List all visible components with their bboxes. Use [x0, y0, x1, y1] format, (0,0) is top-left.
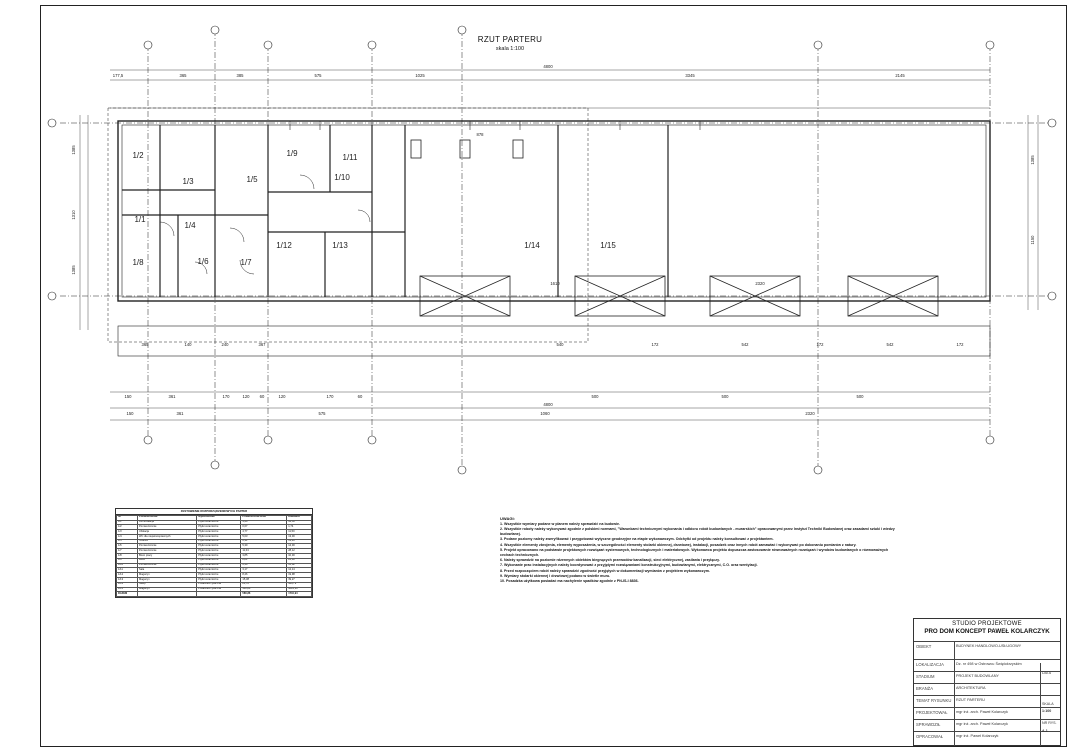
table-cell: 14,50: [287, 520, 312, 525]
room-schedule-table: [115, 508, 313, 598]
title-block-row: [914, 659, 1060, 667]
room-label-1-3: 1/3: [182, 177, 194, 186]
table-cell: Płytki ceramiczne: [197, 568, 241, 573]
bottom-dimension-row2: 150: [124, 394, 132, 399]
table-cell: Posadzka żywiczna: [197, 582, 241, 587]
table-cell: 1/13: [117, 577, 138, 582]
bottom-dimension-row3: 2320: [805, 411, 815, 416]
table-cell: 13,40: [287, 539, 312, 544]
inner-dimension: 1610: [550, 281, 560, 286]
table-cell: Sala: [138, 568, 197, 573]
date-label: DATA: [1042, 671, 1052, 675]
title-block-value: PROJEKT BUDOWLANY: [956, 674, 999, 678]
note-item: 3. Podane poziomy należy zweryfikować i przygotować wytyczne geodezyjne na etapie wykonawczym. Odchyłki od projektu należy konsultować z projektantem.: [500, 537, 774, 542]
table-cell: Pomieszczenie: [138, 549, 197, 554]
title-block-value: RZUT PARTERU: [956, 698, 985, 702]
table-cell: 15,38: [241, 577, 287, 582]
table-cell: Magazyn: [138, 587, 197, 592]
table-cell: 3,17: [241, 568, 287, 573]
bottom-dimension-row2: 120: [242, 394, 250, 399]
table-cell: 0,67: [241, 525, 287, 530]
table-cell: Płytki ceramiczne: [197, 549, 241, 554]
table-cell: 28,12: [287, 549, 312, 554]
bottom-dimension: 172: [816, 342, 824, 347]
bottom-dimension-row2: 361: [168, 394, 176, 399]
table-cell: 1/1: [117, 520, 138, 525]
table-cell: WC dla niepełnosprawnych: [138, 534, 197, 539]
note-item: 7. Wykonanie prac instalacyjnych należy koordynować z przyjętymi rozwiązaniami konstrukcyjnymi, budowlanymi, elektrycznymi, C.O. oraz wentylacji.: [500, 563, 758, 568]
bottom-dimension-row2: 120: [278, 394, 286, 399]
table-cell: 11,04: [241, 549, 287, 554]
table-cell: Płytki ceramiczne: [197, 534, 241, 539]
table-cell: 1/11: [117, 568, 138, 573]
bottom-dimension-row3: 150: [126, 411, 134, 416]
note-item: 9. Wymiary stolarki okiennej i drzwiowej podano w świetle muru.: [500, 573, 611, 578]
right-dimension: 1150: [1030, 235, 1035, 245]
note-item: 6. Należy sprawdzić na poziomie rdzennych obiektów biegnących przewodów kanalizacji, sieci elektrycznej, zasilania i przyłączy.: [500, 558, 720, 563]
title-block-key: OBIEKT: [916, 644, 932, 649]
table-cell: 1/4: [117, 534, 138, 539]
table-cell: 10,00: [287, 554, 312, 559]
table-cell: Pomieszczenie: [138, 525, 197, 530]
title-block-row: [914, 731, 1060, 739]
table-cell: Płytki ceramiczne: [197, 525, 241, 530]
room-label-1-1: 1/1: [134, 215, 146, 224]
title-block-value: Dz. nr 498 w Ostrowcu Świętokrzyskim: [956, 662, 1022, 666]
room-label-1-5: 1/5: [246, 175, 258, 184]
table-cell: 449,79: [287, 582, 312, 587]
table-cell: Magazyn: [138, 573, 197, 578]
title-block-value: mgr inż. Paweł Kolarczyk: [956, 734, 999, 738]
bottom-dimension: 240: [221, 342, 229, 347]
room-label-1-9: 1/9: [286, 149, 298, 158]
table-cell: Pomieszczenie: [138, 563, 197, 568]
bottom-dimension-row2: 170: [326, 394, 334, 399]
bottom-dimension: 542: [741, 342, 749, 347]
overall-dimension-bottom: 4800: [543, 402, 553, 407]
table-cell: 1,74: [287, 525, 312, 530]
axis-bubble: [48, 119, 56, 127]
table-cell: Płytki ceramiczne: [197, 577, 241, 582]
table-cell: Ubikacja: [138, 530, 197, 535]
table-cell: [138, 592, 197, 597]
title-block-row: [914, 641, 1060, 649]
top-dimension: 1025: [415, 73, 425, 78]
axis-bubble: [144, 41, 152, 49]
notes-heading: UWAGI:: [500, 516, 515, 521]
title-block-key: PROJEKTOWAŁ: [916, 710, 948, 715]
axis-bubble: [1048, 292, 1056, 300]
table-cell: Pomieszczenie: [138, 544, 197, 549]
axis-bubble: [211, 461, 219, 469]
table-cell: 3,40: [241, 520, 287, 525]
table-cell: Płytki ceramiczne: [197, 530, 241, 535]
room-label-1-10: 1/10: [334, 173, 350, 182]
title-block-key: BRANŻA: [916, 686, 933, 691]
table-cell: 14,00: [287, 544, 312, 549]
bottom-dimension: 542: [886, 342, 894, 347]
table-cell: 1/9: [117, 558, 138, 563]
table-cell: Komunikacja: [138, 520, 197, 525]
top-dimension: 385: [236, 73, 244, 78]
table-cell: 1/15: [117, 587, 138, 592]
top-dimension: 3345: [685, 73, 695, 78]
note-item: 10. Posadzka użytkowa posiadać ma nachylenie spadków zgodnie z PN-IS-I 8836.: [500, 579, 639, 584]
left-dimension: 1310: [71, 210, 76, 220]
table-cell: 39,27: [287, 577, 312, 582]
room-table-col-header: Kubatura: [287, 515, 312, 520]
table-cell: 81,78: [241, 582, 287, 587]
note-item: 4. Wszystkie elementy zbrojenia, elementy wyposażenia, w szczególności elementy stolarki okiennej, drzwiowej, instalacji, posadzek oraz innych robót zamawiać i wykonywać po dokonaniu pomiarów z natury.: [500, 542, 857, 547]
inner-dimension: 878: [476, 132, 484, 137]
bottom-dimension-row3: 361: [176, 411, 184, 416]
title-block-value: BUDYNEK HANDLOWO-USŁUGOWY: [956, 644, 1022, 648]
room-table-col-header: Pomieszczenie: [138, 515, 197, 520]
table-cell: 12,14: [287, 568, 312, 573]
table-cell: RAZEM: [117, 592, 138, 597]
overall-dimension: 4800: [543, 64, 553, 69]
axis-bubble: [814, 466, 822, 474]
note-item: 8. Przed rozpoczęciem robót należy sprawdzić zgodność przyjętych w dokumentacji wymiarów z projektem wykonawczym.: [500, 568, 710, 573]
room-label-1-14: 1/14: [524, 241, 540, 250]
table-cell: 1/3: [117, 530, 138, 535]
axis-bubble: [48, 292, 56, 300]
studio-header: [914, 621, 1060, 635]
table-cell: 1/14: [117, 582, 138, 587]
table-cell: Posadzka żywiczna: [197, 587, 241, 592]
axis-bubble: [368, 436, 376, 444]
table-cell: 1/6: [117, 544, 138, 549]
table-cell: 15,62: [287, 563, 312, 568]
left-dimension: 1385: [71, 145, 76, 155]
room-table-header: ZESTAWIENIE ROZPORZĄDZENIOWYCH PARTER: [116, 509, 312, 515]
table-cell: Płytki ceramiczne: [197, 563, 241, 568]
room-label-1-7: 1/7: [240, 258, 252, 267]
axis-bubble: [814, 41, 822, 49]
axis-bubble: [368, 41, 376, 49]
top-dimension: 575: [314, 73, 322, 78]
axis-bubble: [211, 26, 219, 34]
title-block-row: [914, 683, 1060, 691]
bottom-dimension: 365: [141, 342, 149, 347]
table-cell: 19,98: [287, 573, 312, 578]
scale-value: 1:100: [1042, 709, 1052, 713]
axis-bubble: [264, 41, 272, 49]
sheet-number: A-1: [1042, 729, 1048, 733]
note-item: 1. Wszystkie wymiary podane w planem należy sprawdzić na budowie.: [500, 521, 621, 526]
table-cell: Płytki ceramiczne: [197, 573, 241, 578]
scale-label: SKALA: [1042, 702, 1054, 706]
top-dimension: 365: [179, 73, 187, 78]
room-label-1-12: 1/12: [276, 241, 292, 250]
room-table-col-header: Nr: [117, 515, 138, 520]
table-cell: 580,86: [241, 592, 287, 597]
room-label-1-11: 1/11: [342, 153, 358, 162]
bottom-dimension: 540: [556, 342, 564, 347]
table-cell: Płytki ceramiczne: [197, 539, 241, 544]
title-block-key: LOKALIZACJA: [916, 662, 944, 667]
bottom-dimension-row2: 170: [222, 394, 230, 399]
table-cell: 1/12: [117, 573, 138, 578]
top-dimension: 177,5: [112, 73, 124, 78]
table-cell: Sklep: [138, 582, 197, 587]
room-table-col-header: Wykończenie: [197, 515, 241, 520]
table-cell: 5,03: [241, 534, 287, 539]
table-cell: Szatnia: [138, 539, 197, 544]
table-cell: Płytki ceramiczne: [197, 520, 241, 525]
table-cell: Płytki ceramiczne: [197, 554, 241, 559]
table-cell: 6,31: [241, 539, 287, 544]
table-cell: 13,00: [287, 534, 312, 539]
bottom-dimension-row2: 500: [721, 394, 729, 399]
bottom-dimension: 140: [184, 342, 192, 347]
axis-bubble: [986, 41, 994, 49]
table-cell: 1/5: [117, 539, 138, 544]
axis-bubble: [986, 436, 994, 444]
table-cell: Magazyn: [138, 577, 197, 582]
room-table: [116, 515, 312, 597]
title-block-value: mgr inż. arch. Paweł Kolarczyk: [956, 722, 1008, 726]
table-cell: 1/10: [117, 563, 138, 568]
room-label-1-15: 1/15: [600, 241, 616, 250]
room-label-1-6: 1/6: [197, 257, 209, 266]
room-label-1-13: 1/13: [332, 241, 348, 250]
axis-bubble: [1048, 119, 1056, 127]
right-dimension: 1385: [1030, 155, 1035, 165]
table-cell: Biuro: [138, 558, 197, 563]
studio-name: STUDIO PROJEKTOWE: [952, 621, 1022, 627]
table-cell: 1/8: [117, 554, 138, 559]
axis-bubble: [144, 436, 152, 444]
table-cell: 8,81: [241, 558, 287, 563]
table-cell: 22,38: [287, 558, 312, 563]
notes-block: [500, 516, 900, 584]
room-label-1-2: 1/2: [132, 151, 144, 160]
table-cell: Biuro pracy: [138, 554, 197, 559]
title-block: [913, 618, 1061, 746]
bottom-dimension-row2: 60: [259, 394, 265, 399]
table-cell: 3,85: [241, 554, 287, 559]
left-dimension: 1385: [71, 265, 76, 275]
title-block-value: mgr inż. arch. Paweł Kolarczyk: [956, 710, 1008, 714]
plan-scale: skala 1:100: [495, 46, 525, 52]
note-item: 2. Wszystkie roboty należy wykonywać zgodnie z polskimi normami, "Warunkami technicznymi wykonania i odbioru robót budowlanych - murarskich" opracowanymi przez Instytut Techniki Budowlanej oraz zasadami sztuki i wiedzy budowlanej.: [500, 527, 895, 537]
table-cell: [197, 592, 241, 597]
table-cell: 11,50: [287, 530, 312, 535]
bottom-dimension-row3: 1060: [540, 411, 550, 416]
axis-bubble: [264, 436, 272, 444]
room-label-1-8: 1/8: [132, 258, 144, 267]
plan-title: RZUT PARTERU: [477, 35, 543, 44]
bottom-dimension-row2: 60: [357, 394, 363, 399]
note-item: 5. Projekt opracowano na podstawie projektowych rozwiązań systemowych, technologicznych i materiałowych. Wykonawca projektu dopuszcza zastosowanie równoważnych rozwiązań i wyrobów budowlanych o równoważnych cechach technicznych.: [500, 547, 889, 558]
sheet-label: NR RYS.: [1042, 721, 1057, 725]
title-block-key: OPRACOWAŁ: [916, 734, 944, 739]
inner-dimension: 2320: [755, 281, 765, 286]
table-cell: 1710,94: [287, 592, 312, 597]
top-dimension: 2145: [895, 73, 905, 78]
table-cell: 1824,36: [287, 587, 312, 592]
title-block-key: STADIUM: [916, 674, 935, 679]
bottom-dimension-row2: 500: [591, 394, 599, 399]
company-name: PRO DOM KONCEPT PAWEŁ KOLARCZYK: [924, 628, 1050, 635]
table-cell: Płytki ceramiczne: [197, 544, 241, 549]
room-table-col-header: Powierzchnia netto: [241, 515, 287, 520]
title-block-value: ARCHITEKTURA: [956, 686, 986, 690]
title-block-row: [914, 695, 1060, 703]
table-cell: 8,46: [241, 573, 287, 578]
table-cell: Płytki ceramiczne: [197, 558, 241, 563]
table-sum-row: [117, 592, 312, 597]
bottom-dimension: 367: [258, 342, 266, 347]
room-label-1-4: 1/4: [184, 221, 196, 230]
table-cell: 5,39: [241, 544, 287, 549]
table-cell: 1/2: [117, 525, 138, 530]
bottom-dimension: 172: [956, 342, 964, 347]
table-cell: 310,80: [241, 587, 287, 592]
bottom-dimension-row2: 500: [856, 394, 864, 399]
title-block-key: TEMAT RYSUNKU: [916, 698, 952, 703]
axis-bubble: [458, 26, 466, 34]
axis-bubble: [458, 466, 466, 474]
bottom-dimension: 172: [651, 342, 659, 347]
table-cell: 1/7: [117, 549, 138, 554]
table-cell: 6,14: [241, 563, 287, 568]
bottom-dimension-row3: 575: [318, 411, 326, 416]
table-cell: 4,77: [241, 530, 287, 535]
title-block-key: SPRAWDZIŁ: [916, 722, 941, 727]
